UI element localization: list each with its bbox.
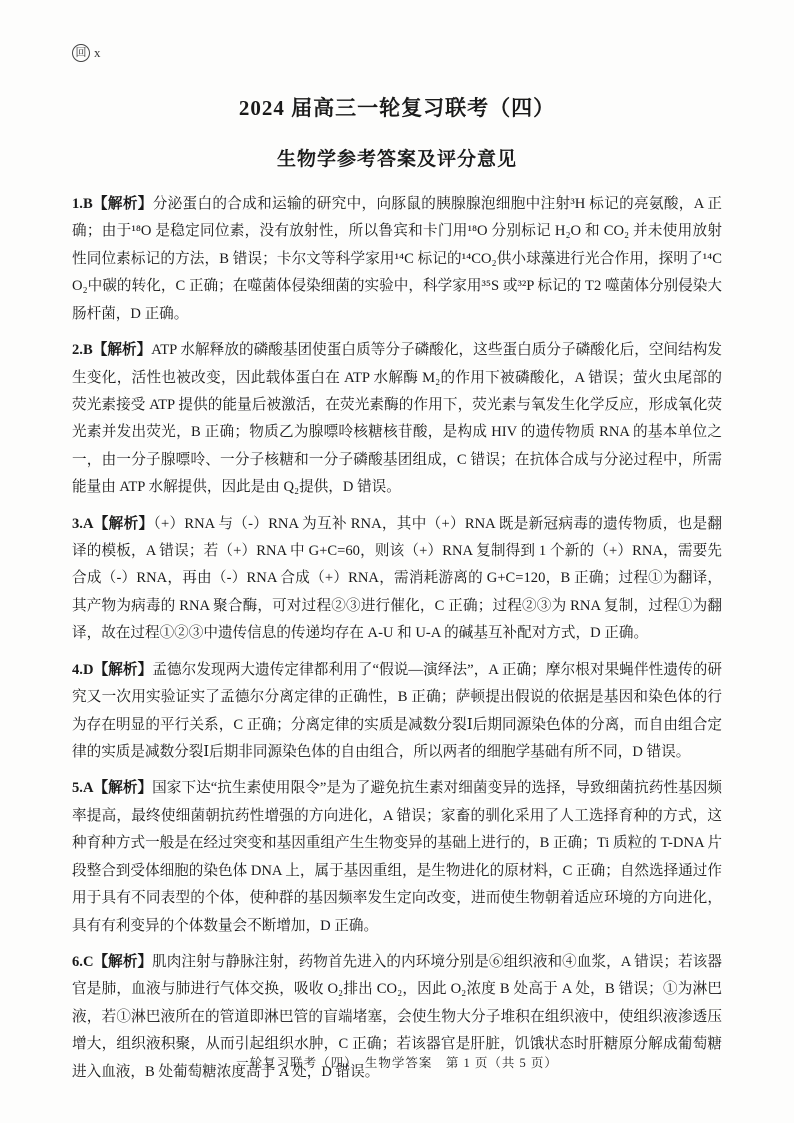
page-footer: 一轮复习联考（四） 生物学答案 第 1 页（共 5 页） xyxy=(236,1056,558,1070)
answer-text: 肌肉注射与静脉注射，药物首先进入的内环境分别是⑥组织液和④血浆，A 错误；若该器官是肺，血液与肺进行气体交换，吸收 O₂排出 CO₂，因此 O₂浓度 B 处高于 A 处，B 错误；①为淋巴液，若①淋巴液所在的管道即淋巴管的盲端堵塞，会使生物大分子堆积在组织液中，使组织液渗透压增大，组织液积聚，从而引起组织水肿，C 正确；若该器官是肝脏，饥饿状态时肝糖原分解成葡萄糖进入血液，B 处葡萄糖浓度高于 A 处，D 错误。 xyxy=(72,953,722,1080)
answer-paragraph-4 xyxy=(72,657,722,767)
stamp xyxy=(72,42,722,64)
answers-section xyxy=(72,191,722,1086)
answer-text: 分泌蛋白的合成和运输的研究中，向豚鼠的胰腺腺泡细胞中注射³H 标记的亮氨酸，A 正确；由于¹⁸O 是稳定同位素，没有放射性，所以鲁宾和卡门用¹⁸O 分别标记 H₂O 和 CO₂ 并未使用放射性同位素标记的方法，B 错误；卡尔文等科学家用¹⁴C 标记的¹⁴CO₂供小球藻进行光合作用，探明了¹⁴CO₂中碳的转化，C 正确；在噬菌体侵染细菌的实验中，科学家用³⁵S 或³²P 标记的 T2 噬菌体分别侵染大肠杆菌，D 正确。 xyxy=(72,196,722,322)
page-title: 2024 届高三一轮复习联考（四） xyxy=(238,96,556,120)
page-subtitle: 生物学参考答案及评分意见 xyxy=(276,149,517,170)
answer-paragraph-2 xyxy=(72,337,722,502)
answer-label: 1.B【解析】 xyxy=(72,196,153,212)
answer-paragraph-5 xyxy=(72,775,722,940)
answer-label: 4.D【解析】 xyxy=(72,661,153,678)
answer-text: （+）RNA 与（-）RNA 为互补 RNA，其中（+）RNA 既是新冠病毒的遗传物质，也是翻译的模板，A 错误；若（+）RNA 中 G+C=60，则该（+）RNA 复制得到 1 个新的（+）RNA，需要先合成（-）RNA，再由（-）RNA 合成（+）RNA，需消耗游离的 G+C=120，B 正确；过程①为翻译，其产物为病毒的 RNA 聚合酶，可对过程②③进行催化，C 正确；过程②③为 RNA 复制，过程①为翻译，故在过程①②③中遗传信息的传递均存在 A-U 和 U-A 的碱基互补配对方式，D 正确。 xyxy=(72,515,722,642)
answer-paragraph-1 xyxy=(72,191,722,328)
answer-label: 3.A【解析】 xyxy=(72,515,154,532)
answer-text: ATP 水解释放的磷酸基团使蛋白质等分子磷酸化，这些蛋白质分子磷酸化后，空间结构发生变化，活性也被改变，因此载体蛋白在 ATP 水解酶 M₂的作用下被磷酸化，A 错误；萤火虫尾部的荧光素接受 ATP 提供的能量后被激活，在荧光素酶的作用下，荧光素与氧发生化学反应，形成氧化荧光素并发出荧光，B 正确；物质乙为腺嘌呤核糖核苷酸，是构成 HIV 的遗传物质 RNA 的基本单位之一，由一分子腺嘌呤、一分子核糖和一分子磷酸基团组成，C 错误；在抗体合成与分泌过程中，所需能量由 ATP 水解提供，因此是由 Q₂提供，D 错误。 xyxy=(72,342,723,496)
answer-label: 5.A【解析】 xyxy=(72,780,153,797)
answer-label: 6.C【解析】 xyxy=(72,953,153,970)
stamp-suffix: x xyxy=(94,45,101,60)
circle-stamp-icon: 回 xyxy=(72,44,90,62)
answer-paragraph-3 xyxy=(72,511,722,648)
answer-text: 国家下达“抗生素使用限令”是为了避免抗生素对细菌变异的选择，导致细菌抗药性基因频率提高，最终使细菌朝抗药性增强的方向进化，A 错误；家畜的驯化采用了人工选择育种的方式，这种育种方式一般是在经过突变和基因重组产生生物变异的基础上进行的，B 正确；Ti 质粒的 T-DNA 片段整合到受体细胞的染色体 DNA 上，属于基因重组，是生物进化的原材料，C 正确；自然选择通过作用于具有不同表型的个体，使种群的基因频率发生定向改变，进而使生物朝着适应环境的方向进化，具有有利变异的个体数量会不断增加，D 正确。 xyxy=(72,780,722,934)
answer-label: 2.B【解析】 xyxy=(72,342,152,359)
answer-text: 孟德尔发现两大遗传定律都利用了“假说—演绎法”，A 正确；摩尔根对果蝇伴性遗传的研究又一次用实验证实了孟德尔分离定律的正确性，B 正确；萨顿提出假说的依据是基因和染色体的行为存在明显的平行关系，C 正确；分离定律的实质是减数分裂Ⅰ后期同源染色体的分离，而自由组合定律的实质是减数分裂Ⅰ后期非同源染色体的自由组合，所以两者的细胞学基础有所不同，D 错误。 xyxy=(72,661,722,761)
